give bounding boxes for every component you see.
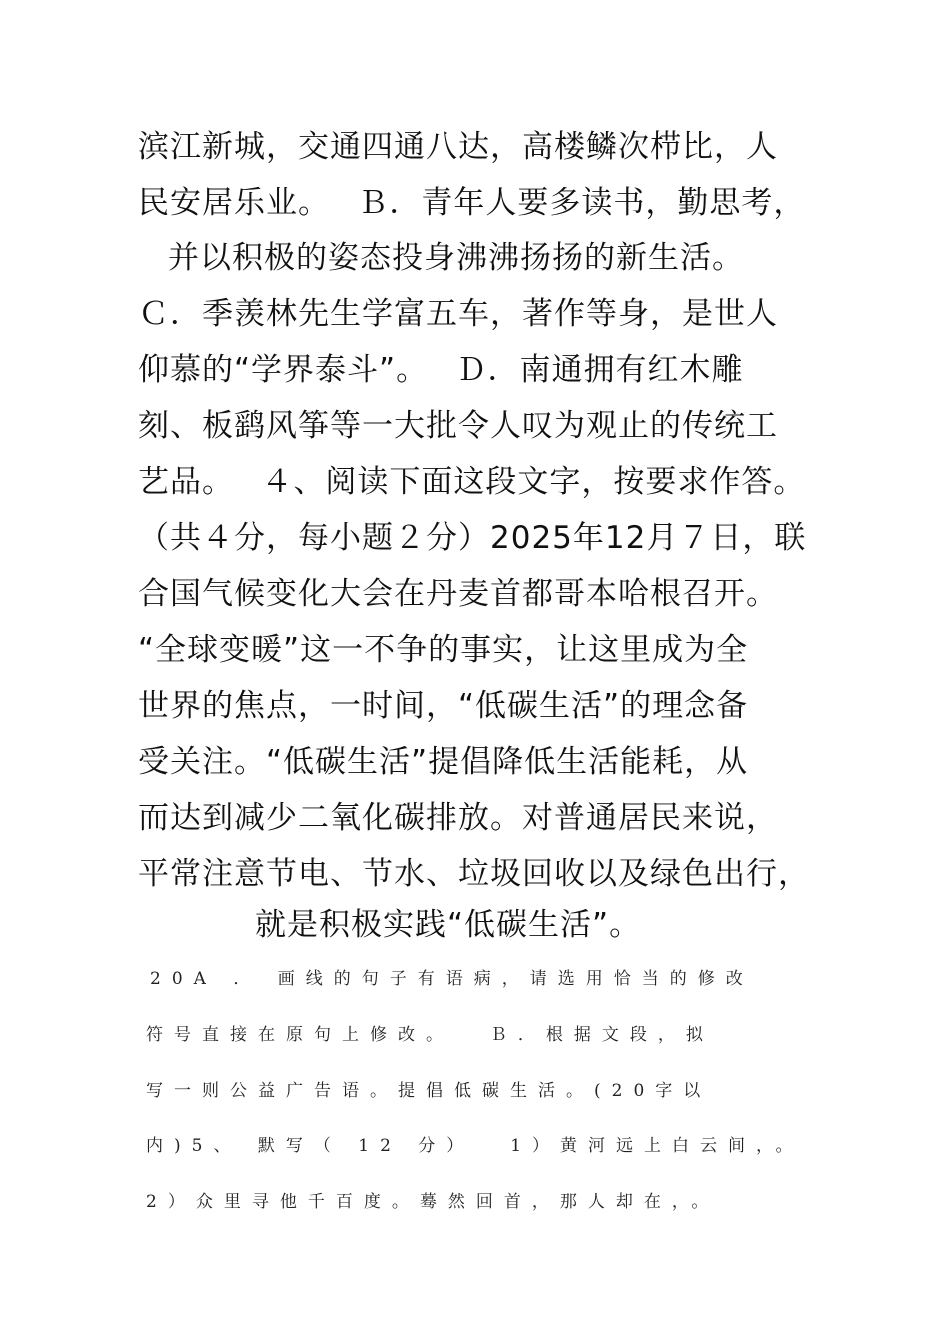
body-line-7: 艺品。 ４、阅读下面这段文字，按要求作答。 xyxy=(138,464,806,500)
question-line-1: 20A ． 画线的句子有语病，请选用恰当的修改 xyxy=(150,969,754,989)
body-line-14: 平常注意节电、节水、垃圾回收以及绿色出行， xyxy=(138,856,810,892)
body-line-11: 世界的焦点，一时间，“低碳生活”的理念备 xyxy=(138,688,749,724)
body-line-3: 并以积极的姿态投身沸沸扬扬的新生活。 xyxy=(168,240,744,276)
question-line-2: 符号直接在原句上修改。 Ｂ．根据文段，拟 xyxy=(146,1025,714,1045)
body-line-15: 就是积极实践“低碳生活”。 xyxy=(255,907,642,943)
body-line-13: 而达到减少二氧化碳排放。对普通居民来说， xyxy=(138,800,778,836)
question-line-4: 内)5、 默写（ 12 分） 1）黄河远上白云间，。 xyxy=(146,1136,804,1156)
body-line-5: 仰慕的“学界泰斗”。 Ｄ．南通拥有红木雕 xyxy=(138,352,744,388)
body-line-1: 滨江新城，交通四通八达，高楼鳞次栉比，人 xyxy=(138,129,778,165)
body-line-2: 民安居乐业。 Ｂ．青年人要多读书，勤思考， xyxy=(138,185,806,221)
body-line-10: “全球变暖”这一不争的事实，让这里成为全 xyxy=(138,632,749,668)
body-line-4: Ｃ．季羡林先生学富五车，著作等身，是世人 xyxy=(138,296,778,332)
body-line-12: 受关注。“低碳生活”提倡降低生活能耗，从 xyxy=(138,744,749,780)
body-line-8: （共４分，每小题２分）2025年12月７日，联 xyxy=(138,520,807,556)
body-line-6: 刻、板鹞风筝等一大批令人叹为观止的传统工 xyxy=(138,408,778,444)
body-line-9: 合国气候变化大会在丹麦首都哥本哈根召开。 xyxy=(138,576,778,612)
question-line-3: 写一则公益广告语。提倡低碳生活。(20字以 xyxy=(146,1081,712,1101)
question-line-5: 2）众里寻他千百度。蓦然回首，那人却在，。 xyxy=(146,1192,720,1212)
